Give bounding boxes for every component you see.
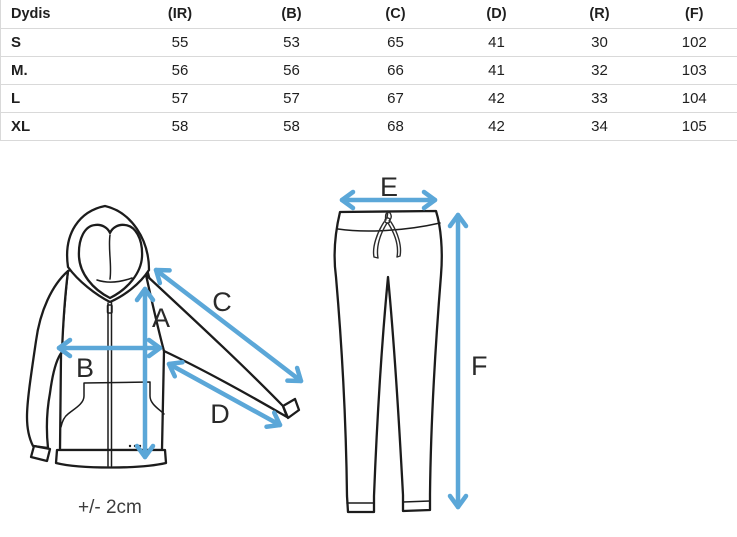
table-row-m [1, 56, 737, 84]
dimension-label-c: C [212, 286, 232, 317]
table-row-l [1, 84, 737, 112]
table-cell: 30 [548, 28, 652, 56]
table-cell: 57 [123, 84, 238, 112]
pants-outline [335, 211, 442, 512]
table-cell: 104 [652, 84, 737, 112]
dimension-label-f: F [471, 350, 488, 381]
table-cell: 42 [446, 84, 548, 112]
column-header-d: (D) [446, 0, 548, 28]
column-header-size: Dydis [1, 0, 123, 28]
size-chart-table [0, 0, 737, 141]
table-cell: 42 [446, 112, 548, 140]
tolerance-note: +/- 2cm [78, 496, 142, 518]
hem-stitch-dots [129, 444, 141, 446]
column-header-r: (R) [548, 0, 652, 28]
size-chart-header [1, 0, 737, 28]
table-cell: 53 [238, 28, 346, 56]
table-cell: 66 [346, 56, 446, 84]
table-cell: 55 [123, 28, 238, 56]
table-cell: 65 [346, 28, 446, 56]
table-cell: 34 [548, 112, 652, 140]
table-cell: 56 [238, 56, 346, 84]
column-header-f: (F) [652, 0, 737, 28]
table-cell: 103 [652, 56, 737, 84]
column-header-ir: (IR) [123, 0, 238, 28]
dimension-label-d: D [210, 398, 230, 429]
table-cell: 105 [652, 112, 737, 140]
table-cell: 41 [446, 28, 548, 56]
table-cell: 68 [346, 112, 446, 140]
header-row [1, 0, 737, 28]
hoodie-left-cuff [31, 446, 50, 461]
table-cell: 41 [446, 56, 548, 84]
table-cell: 58 [123, 112, 238, 140]
table-cell: 33 [548, 84, 652, 112]
table-cell: 57 [238, 84, 346, 112]
hoodie-illustration [27, 206, 299, 468]
column-header-b: (B) [238, 0, 346, 28]
size-diagram-svg [0, 165, 737, 532]
row-label: L [1, 84, 123, 112]
row-label: XL [1, 112, 123, 140]
table-cell: 56 [123, 56, 238, 84]
table-cell: 32 [548, 56, 652, 84]
dimension-label-e: E [379, 171, 399, 202]
dimension-label-b: B [75, 352, 95, 383]
row-label: S [1, 28, 123, 56]
table-cell: 102 [652, 28, 737, 56]
table-cell: 67 [346, 84, 446, 112]
column-header-c: (C) [346, 0, 446, 28]
table-cell: 58 [238, 112, 346, 140]
pants-illustration [335, 211, 442, 512]
measurement-diagram [0, 165, 737, 537]
table-row-xl [1, 112, 737, 140]
table-row-s [1, 28, 737, 56]
row-label: M. [1, 56, 123, 84]
dimension-label-a: A [151, 302, 171, 333]
right-cuff-line [403, 501, 430, 502]
